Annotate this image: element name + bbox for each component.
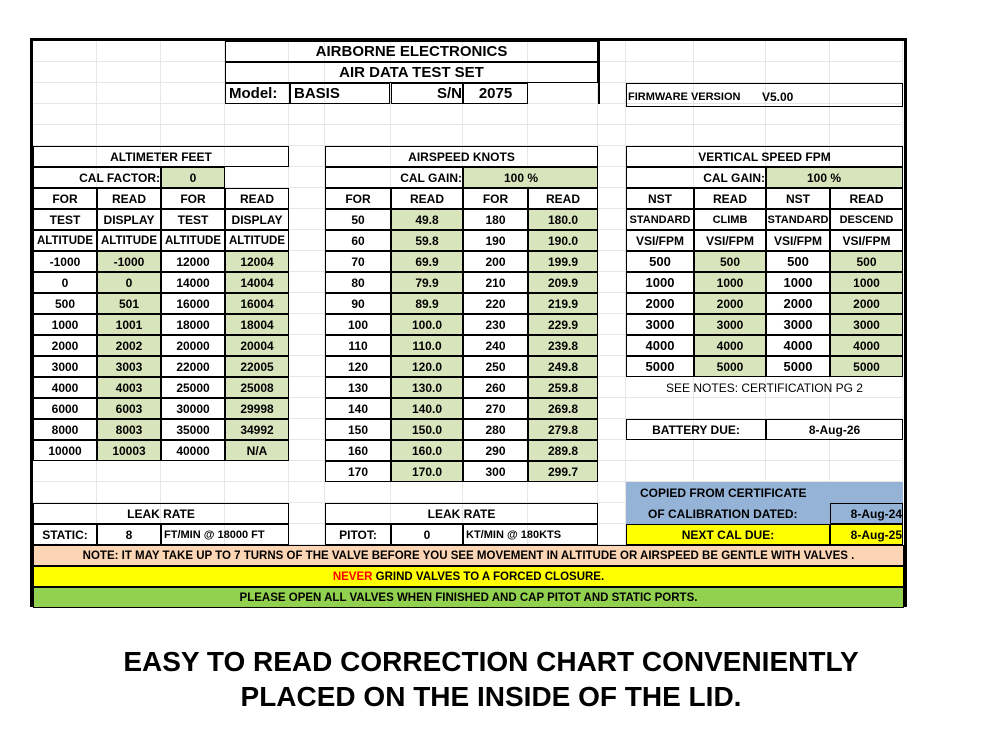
- cal-dated-value: 8-Aug-24: [830, 503, 903, 524]
- grid-cell: [289, 104, 325, 125]
- grid-cell: [598, 482, 626, 503]
- sn-value: 2075: [463, 83, 528, 104]
- airspeed-cell: 90: [325, 293, 391, 314]
- airspeed-cell: 80: [325, 272, 391, 293]
- airspeed-cell: 180.0: [528, 209, 598, 230]
- grid-cell: [289, 167, 325, 188]
- grid-cell: [598, 293, 626, 314]
- grid-cell: [289, 419, 325, 440]
- grid-cell: [391, 125, 463, 146]
- altimeter-cell: 0: [33, 272, 97, 293]
- pitot-value: 0: [391, 524, 463, 545]
- airspeed-cell: 59.8: [391, 230, 463, 251]
- grid-cell: [161, 62, 225, 83]
- grid-cell: [598, 440, 626, 461]
- grid-cell: [598, 503, 626, 524]
- vsi-cell: 500: [626, 251, 694, 272]
- grid-cell: [289, 524, 325, 545]
- grid-cell: [766, 125, 830, 146]
- grid-cell: [289, 482, 325, 503]
- battery-label: BATTERY DUE:: [626, 419, 766, 440]
- pitot-unit: KT/MIN @ 180KTS: [463, 524, 598, 545]
- grid-cell: [161, 104, 225, 125]
- grid-cell: [694, 461, 766, 482]
- airspeed-cell: 260: [463, 377, 528, 398]
- vsi-header: DESCEND: [830, 209, 903, 230]
- grid-cell: [598, 83, 626, 104]
- firmware-value: V5.00: [762, 89, 794, 104]
- altimeter-cell: 16000: [161, 293, 225, 314]
- grid-cell: [289, 188, 325, 209]
- grid-cell: [161, 41, 225, 62]
- vsi-header: READ: [694, 188, 766, 209]
- altimeter-cell: 29998: [225, 398, 289, 419]
- airspeed-cell: 130.0: [391, 377, 463, 398]
- airspeed-cell: 69.9: [391, 251, 463, 272]
- grid-cell: [830, 62, 903, 83]
- altimeter-cell: 3003: [97, 356, 161, 377]
- grid-cell: [528, 83, 598, 104]
- grid-cell: [289, 125, 325, 146]
- grid-cell: [97, 83, 161, 104]
- grid-cell: [97, 125, 161, 146]
- grid-cell: [97, 104, 161, 125]
- grid-cell: [598, 524, 626, 545]
- grid-cell: [694, 104, 766, 125]
- altimeter-header: TEST: [161, 209, 225, 230]
- grid-cell: [289, 356, 325, 377]
- altimeter-cell: 20000: [161, 335, 225, 356]
- vsi-cell: 500: [694, 251, 766, 272]
- altimeter-cell: 12000: [161, 251, 225, 272]
- airspeed-cell: 130: [325, 377, 391, 398]
- company-title: AIRBORNE ELECTRONICS: [225, 41, 598, 62]
- grid-cell: [694, 41, 766, 62]
- altimeter-cell: 8000: [33, 419, 97, 440]
- caption-line-1: EASY TO READ CORRECTION CHART CONVENIENTLY: [123, 646, 859, 677]
- altimeter-header: ALTITUDE: [225, 230, 289, 251]
- airspeed-cell: 250: [463, 356, 528, 377]
- altimeter-header: FOR: [33, 188, 97, 209]
- grid-cell: [598, 104, 626, 125]
- airspeed-cell: 230: [463, 314, 528, 335]
- grid-cell: [830, 41, 903, 62]
- altimeter-cell: N/A: [225, 440, 289, 461]
- altimeter-cell: 22005: [225, 356, 289, 377]
- altimeter-header: FOR: [161, 188, 225, 209]
- vsi-header: VSI/FPM: [626, 230, 694, 251]
- grid-cell: [598, 146, 626, 167]
- vsi-cell: 1000: [766, 272, 830, 293]
- altimeter-header: DISPLAY: [97, 209, 161, 230]
- grid-cell: [830, 125, 903, 146]
- grid-cell: [598, 209, 626, 230]
- grid-cell: [289, 398, 325, 419]
- grid-cell: [33, 41, 97, 62]
- altimeter-cell: 40000: [161, 440, 225, 461]
- vsi-header: STANDARD: [626, 209, 694, 230]
- grid-cell: [626, 104, 694, 125]
- grid-cell: [161, 83, 225, 104]
- altimeter-header: TEST: [33, 209, 97, 230]
- sn-label: S/N: [391, 83, 463, 104]
- never-rest: GRIND VALVES TO A FORCED CLOSURE.: [372, 570, 605, 583]
- grid-cell: [289, 335, 325, 356]
- altimeter-cell: 3000: [33, 356, 97, 377]
- static-unit: FT/MIN @ 18000 FT: [161, 524, 289, 545]
- vsi-cell: 3000: [830, 314, 903, 335]
- grid-cell: [694, 125, 766, 146]
- vsi-cell: 5000: [766, 356, 830, 377]
- altimeter-cell: 12004: [225, 251, 289, 272]
- altimeter-cell: 2000: [33, 335, 97, 356]
- vsi-header: VSI/FPM: [694, 230, 766, 251]
- vsi-header: VSI/FPM: [766, 230, 830, 251]
- grid-cell: [598, 41, 626, 62]
- airspeed-cell: 289.8: [528, 440, 598, 461]
- airspeed-cell: 160: [325, 440, 391, 461]
- firmware-label: FIRMWARE VERSION: [628, 90, 741, 103]
- airspeed-cell: 299.7: [528, 461, 598, 482]
- altimeter-cell: 18004: [225, 314, 289, 335]
- close-valves-note: PLEASE OPEN ALL VALVES WHEN FINISHED AND CAP PITOT AND STATIC PORTS.: [33, 587, 904, 608]
- vsi-cell: 4000: [830, 335, 903, 356]
- vsi-cal-gain-label: CAL GAIN:: [626, 167, 766, 188]
- grid-cell: [33, 482, 97, 503]
- grid-cell: [598, 335, 626, 356]
- grid-cell: [694, 440, 766, 461]
- airspeed-cal-gain-value: 100 %: [463, 167, 598, 188]
- vsi-cell: 4000: [694, 335, 766, 356]
- airspeed-cell: 290: [463, 440, 528, 461]
- leak-static-title: LEAK RATE: [33, 503, 289, 524]
- airspeed-cell: 160.0: [391, 440, 463, 461]
- vsi-cell: 4000: [626, 335, 694, 356]
- altimeter-cell: 4003: [97, 377, 161, 398]
- grid-cell: [626, 125, 694, 146]
- grid-cell: [289, 293, 325, 314]
- vsi-cell: 3000: [626, 314, 694, 335]
- caption-line-2: PLACED ON THE INSIDE OF THE LID.: [240, 681, 742, 712]
- battery-value: 8-Aug-26: [766, 419, 903, 440]
- grid-cell: [528, 125, 598, 146]
- airspeed-cell: 249.8: [528, 356, 598, 377]
- cal-factor-value: 0: [161, 167, 225, 188]
- grid-cell: [289, 440, 325, 461]
- airspeed-cell: 150: [325, 419, 391, 440]
- airspeed-cell: 60: [325, 230, 391, 251]
- grid-cell: [289, 209, 325, 230]
- vsi-cal-gain-value: 100 %: [766, 167, 903, 188]
- grid-cell: [161, 125, 225, 146]
- airspeed-header: READ: [391, 188, 463, 209]
- never-word: NEVER: [332, 570, 373, 583]
- grid-cell: [830, 104, 903, 125]
- vsi-cell: 2000: [766, 293, 830, 314]
- altimeter-header: ALTITUDE: [33, 230, 97, 251]
- grid-cell: [225, 461, 289, 482]
- grid-cell: [463, 104, 528, 125]
- grid-cell: [626, 398, 694, 419]
- airspeed-header: FOR: [325, 188, 391, 209]
- firmware-box: [626, 83, 903, 107]
- grid-cell: [33, 104, 97, 125]
- altimeter-cell: 20004: [225, 335, 289, 356]
- cal-copied-line1: COPIED FROM CERTIFICATE: [626, 482, 903, 503]
- altimeter-cell: 30000: [161, 398, 225, 419]
- altimeter-header: DISPLAY: [225, 209, 289, 230]
- altimeter-cell: 6003: [97, 398, 161, 419]
- grid-cell: [33, 62, 97, 83]
- altimeter-cell: 14004: [225, 272, 289, 293]
- airspeed-cell: 199.9: [528, 251, 598, 272]
- vsi-cell: 5000: [626, 356, 694, 377]
- airspeed-cell: 89.9: [391, 293, 463, 314]
- altimeter-cell: 22000: [161, 356, 225, 377]
- airspeed-cell: 49.8: [391, 209, 463, 230]
- airspeed-cell: 190: [463, 230, 528, 251]
- grid-cell: [766, 440, 830, 461]
- vsi-header: VSI/FPM: [830, 230, 903, 251]
- grid-cell: [97, 482, 161, 503]
- valve-note: NOTE: IT MAY TAKE UP TO 7 TURNS OF THE VALVE BEFORE YOU SEE MOVEMENT IN ALTITUDE OR AIRSPEED BE GENTLE WITH VALVES .: [33, 545, 904, 566]
- grid-cell: [463, 482, 528, 503]
- airspeed-header: FOR: [463, 188, 528, 209]
- model-value: BASIS: [290, 83, 390, 104]
- airspeed-cell: 120.0: [391, 356, 463, 377]
- leak-pitot-title: LEAK RATE: [325, 503, 598, 524]
- airspeed-cell: 219.9: [528, 293, 598, 314]
- grid-cell: [598, 398, 626, 419]
- divider: [598, 41, 600, 104]
- static-label: STATIC:: [33, 524, 97, 545]
- certification-note: SEE NOTES: CERTIFICATION PG 2: [666, 380, 863, 395]
- airspeed-cell: 240: [463, 335, 528, 356]
- airspeed-cell: 100.0: [391, 314, 463, 335]
- airspeed-cell: 120: [325, 356, 391, 377]
- grid-cell: [391, 482, 463, 503]
- vsi-cell: 4000: [766, 335, 830, 356]
- airspeed-cell: 110: [325, 335, 391, 356]
- grid-cell: [830, 440, 903, 461]
- altimeter-header: READ: [225, 188, 289, 209]
- airspeed-cell: 140.0: [391, 398, 463, 419]
- airspeed-cell: 110.0: [391, 335, 463, 356]
- airspeed-cell: 220: [463, 293, 528, 314]
- grid-cell: [97, 62, 161, 83]
- grid-cell: [391, 104, 463, 125]
- vsi-title: VERTICAL SPEED FPM: [626, 146, 903, 167]
- grid-cell: [33, 461, 97, 482]
- grid-cell: [766, 104, 830, 125]
- airspeed-cell: 50: [325, 209, 391, 230]
- vsi-cell: 2000: [694, 293, 766, 314]
- altimeter-cell: 25000: [161, 377, 225, 398]
- cal-factor-label: CAL FACTOR:: [33, 167, 161, 188]
- airspeed-cell: 270: [463, 398, 528, 419]
- grid-cell: [766, 461, 830, 482]
- altimeter-cell: 35000: [161, 419, 225, 440]
- static-value: 8: [97, 524, 161, 545]
- grid-cell: [33, 125, 97, 146]
- vsi-cell: 2000: [626, 293, 694, 314]
- airspeed-cell: 279.8: [528, 419, 598, 440]
- vsi-header: NST: [766, 188, 830, 209]
- grid-cell: [289, 461, 325, 482]
- grid-cell: [626, 440, 694, 461]
- altimeter-cell: 6000: [33, 398, 97, 419]
- altimeter-cell: 500: [33, 293, 97, 314]
- grid-cell: [598, 356, 626, 377]
- altimeter-header: READ: [97, 188, 161, 209]
- altimeter-cell: -1000: [97, 251, 161, 272]
- grid-cell: [598, 125, 626, 146]
- airspeed-cell: 280: [463, 419, 528, 440]
- vsi-header: NST: [626, 188, 694, 209]
- altimeter-cell: 25008: [225, 377, 289, 398]
- grid-cell: [598, 461, 626, 482]
- never-note: [33, 566, 904, 587]
- altimeter-cell: 501: [97, 293, 161, 314]
- airspeed-cell: 180: [463, 209, 528, 230]
- altimeter-cell: 4000: [33, 377, 97, 398]
- grid-cell: [325, 482, 391, 503]
- grid-cell: [694, 398, 766, 419]
- vsi-header: STANDARD: [766, 209, 830, 230]
- grid-cell: [225, 125, 289, 146]
- grid-cell: [626, 62, 694, 83]
- grid-cell: [598, 188, 626, 209]
- grid-cell: [626, 461, 694, 482]
- grid-cell: [289, 272, 325, 293]
- grid-cell: [598, 272, 626, 293]
- grid-cell: [289, 377, 325, 398]
- grid-cell: [289, 503, 325, 524]
- altimeter-cell: 0: [97, 272, 161, 293]
- airspeed-cell: 209.9: [528, 272, 598, 293]
- airspeed-cell: 269.8: [528, 398, 598, 419]
- grid-cell: [289, 146, 325, 167]
- grid-cell: [766, 62, 830, 83]
- airspeed-cell: 79.9: [391, 272, 463, 293]
- vsi-cell: 2000: [830, 293, 903, 314]
- grid-cell: [598, 419, 626, 440]
- altimeter-cell: 10000: [33, 440, 97, 461]
- altimeter-cell: 18000: [161, 314, 225, 335]
- airspeed-cal-gain-label: CAL GAIN:: [325, 167, 463, 188]
- grid-cell: [766, 398, 830, 419]
- airspeed-title: AIRSPEED KNOTS: [325, 146, 598, 167]
- grid-cell: [463, 125, 528, 146]
- grid-cell: [694, 62, 766, 83]
- vsi-header: CLIMB: [694, 209, 766, 230]
- model-label: Model:: [225, 83, 290, 104]
- grid-cell: [97, 461, 161, 482]
- airspeed-cell: 300: [463, 461, 528, 482]
- grid-cell: [289, 314, 325, 335]
- altimeter-cell: 16004: [225, 293, 289, 314]
- grid-cell: [598, 377, 626, 398]
- vsi-cell: 1000: [694, 272, 766, 293]
- vsi-cell: 3000: [766, 314, 830, 335]
- next-cal-label: NEXT CAL DUE:: [626, 524, 830, 545]
- airspeed-cell: 200: [463, 251, 528, 272]
- calibration-sheet: [30, 38, 907, 607]
- grid-cell: [325, 125, 391, 146]
- altimeter-cell: 34992: [225, 419, 289, 440]
- vsi-cell: 5000: [694, 356, 766, 377]
- vsi-cell: 1000: [830, 272, 903, 293]
- grid-cell: [161, 461, 225, 482]
- grid-cell: [289, 230, 325, 251]
- grid-cell: [598, 314, 626, 335]
- altimeter-cell: -1000: [33, 251, 97, 272]
- grid-cell: [225, 482, 289, 503]
- airspeed-cell: 229.9: [528, 314, 598, 335]
- airspeed-cell: 100: [325, 314, 391, 335]
- cal-copied-line2: OF CALIBRATION DATED:: [626, 503, 830, 524]
- next-cal-value: 8-Aug-25: [830, 524, 903, 545]
- grid-cell: [626, 41, 694, 62]
- grid-cell: [830, 461, 903, 482]
- grid-cell: [225, 167, 289, 188]
- vsi-cell: 500: [766, 251, 830, 272]
- altimeter-cell: 2002: [97, 335, 161, 356]
- grid-cell: [97, 41, 161, 62]
- pitot-label: PITOT:: [325, 524, 391, 545]
- vsi-cell: 500: [830, 251, 903, 272]
- grid-cell: [598, 62, 626, 83]
- airspeed-cell: 259.8: [528, 377, 598, 398]
- airspeed-cell: 170.0: [391, 461, 463, 482]
- airspeed-cell: 140: [325, 398, 391, 419]
- vsi-cell: 5000: [830, 356, 903, 377]
- grid-cell: [225, 104, 289, 125]
- grid-cell: [33, 83, 97, 104]
- grid-cell: [325, 104, 391, 125]
- grid-cell: [598, 230, 626, 251]
- altimeter-cell: 10003: [97, 440, 161, 461]
- altimeter-title: ALTIMETER FEET: [33, 146, 289, 167]
- grid-cell: [830, 398, 903, 419]
- grid-cell: [161, 482, 225, 503]
- airspeed-cell: 150.0: [391, 419, 463, 440]
- airspeed-cell: 210: [463, 272, 528, 293]
- airspeed-cell: 190.0: [528, 230, 598, 251]
- altimeter-header: ALTITUDE: [97, 230, 161, 251]
- altimeter-cell: 1001: [97, 314, 161, 335]
- airspeed-cell: 70: [325, 251, 391, 272]
- altimeter-cell: 1000: [33, 314, 97, 335]
- product-title: AIR DATA TEST SET: [225, 62, 598, 83]
- grid-cell: [289, 251, 325, 272]
- grid-cell: [598, 251, 626, 272]
- grid-cell: [598, 167, 626, 188]
- vsi-header: READ: [830, 188, 903, 209]
- altimeter-header: ALTITUDE: [161, 230, 225, 251]
- altimeter-cell: 14000: [161, 272, 225, 293]
- grid-cell: [528, 482, 598, 503]
- airspeed-header: READ: [528, 188, 598, 209]
- vsi-cell: 1000: [626, 272, 694, 293]
- airspeed-cell: 170: [325, 461, 391, 482]
- vsi-cell: 3000: [694, 314, 766, 335]
- airspeed-cell: 239.8: [528, 335, 598, 356]
- altimeter-cell: 8003: [97, 419, 161, 440]
- grid-cell: [528, 104, 598, 125]
- grid-cell: [766, 41, 830, 62]
